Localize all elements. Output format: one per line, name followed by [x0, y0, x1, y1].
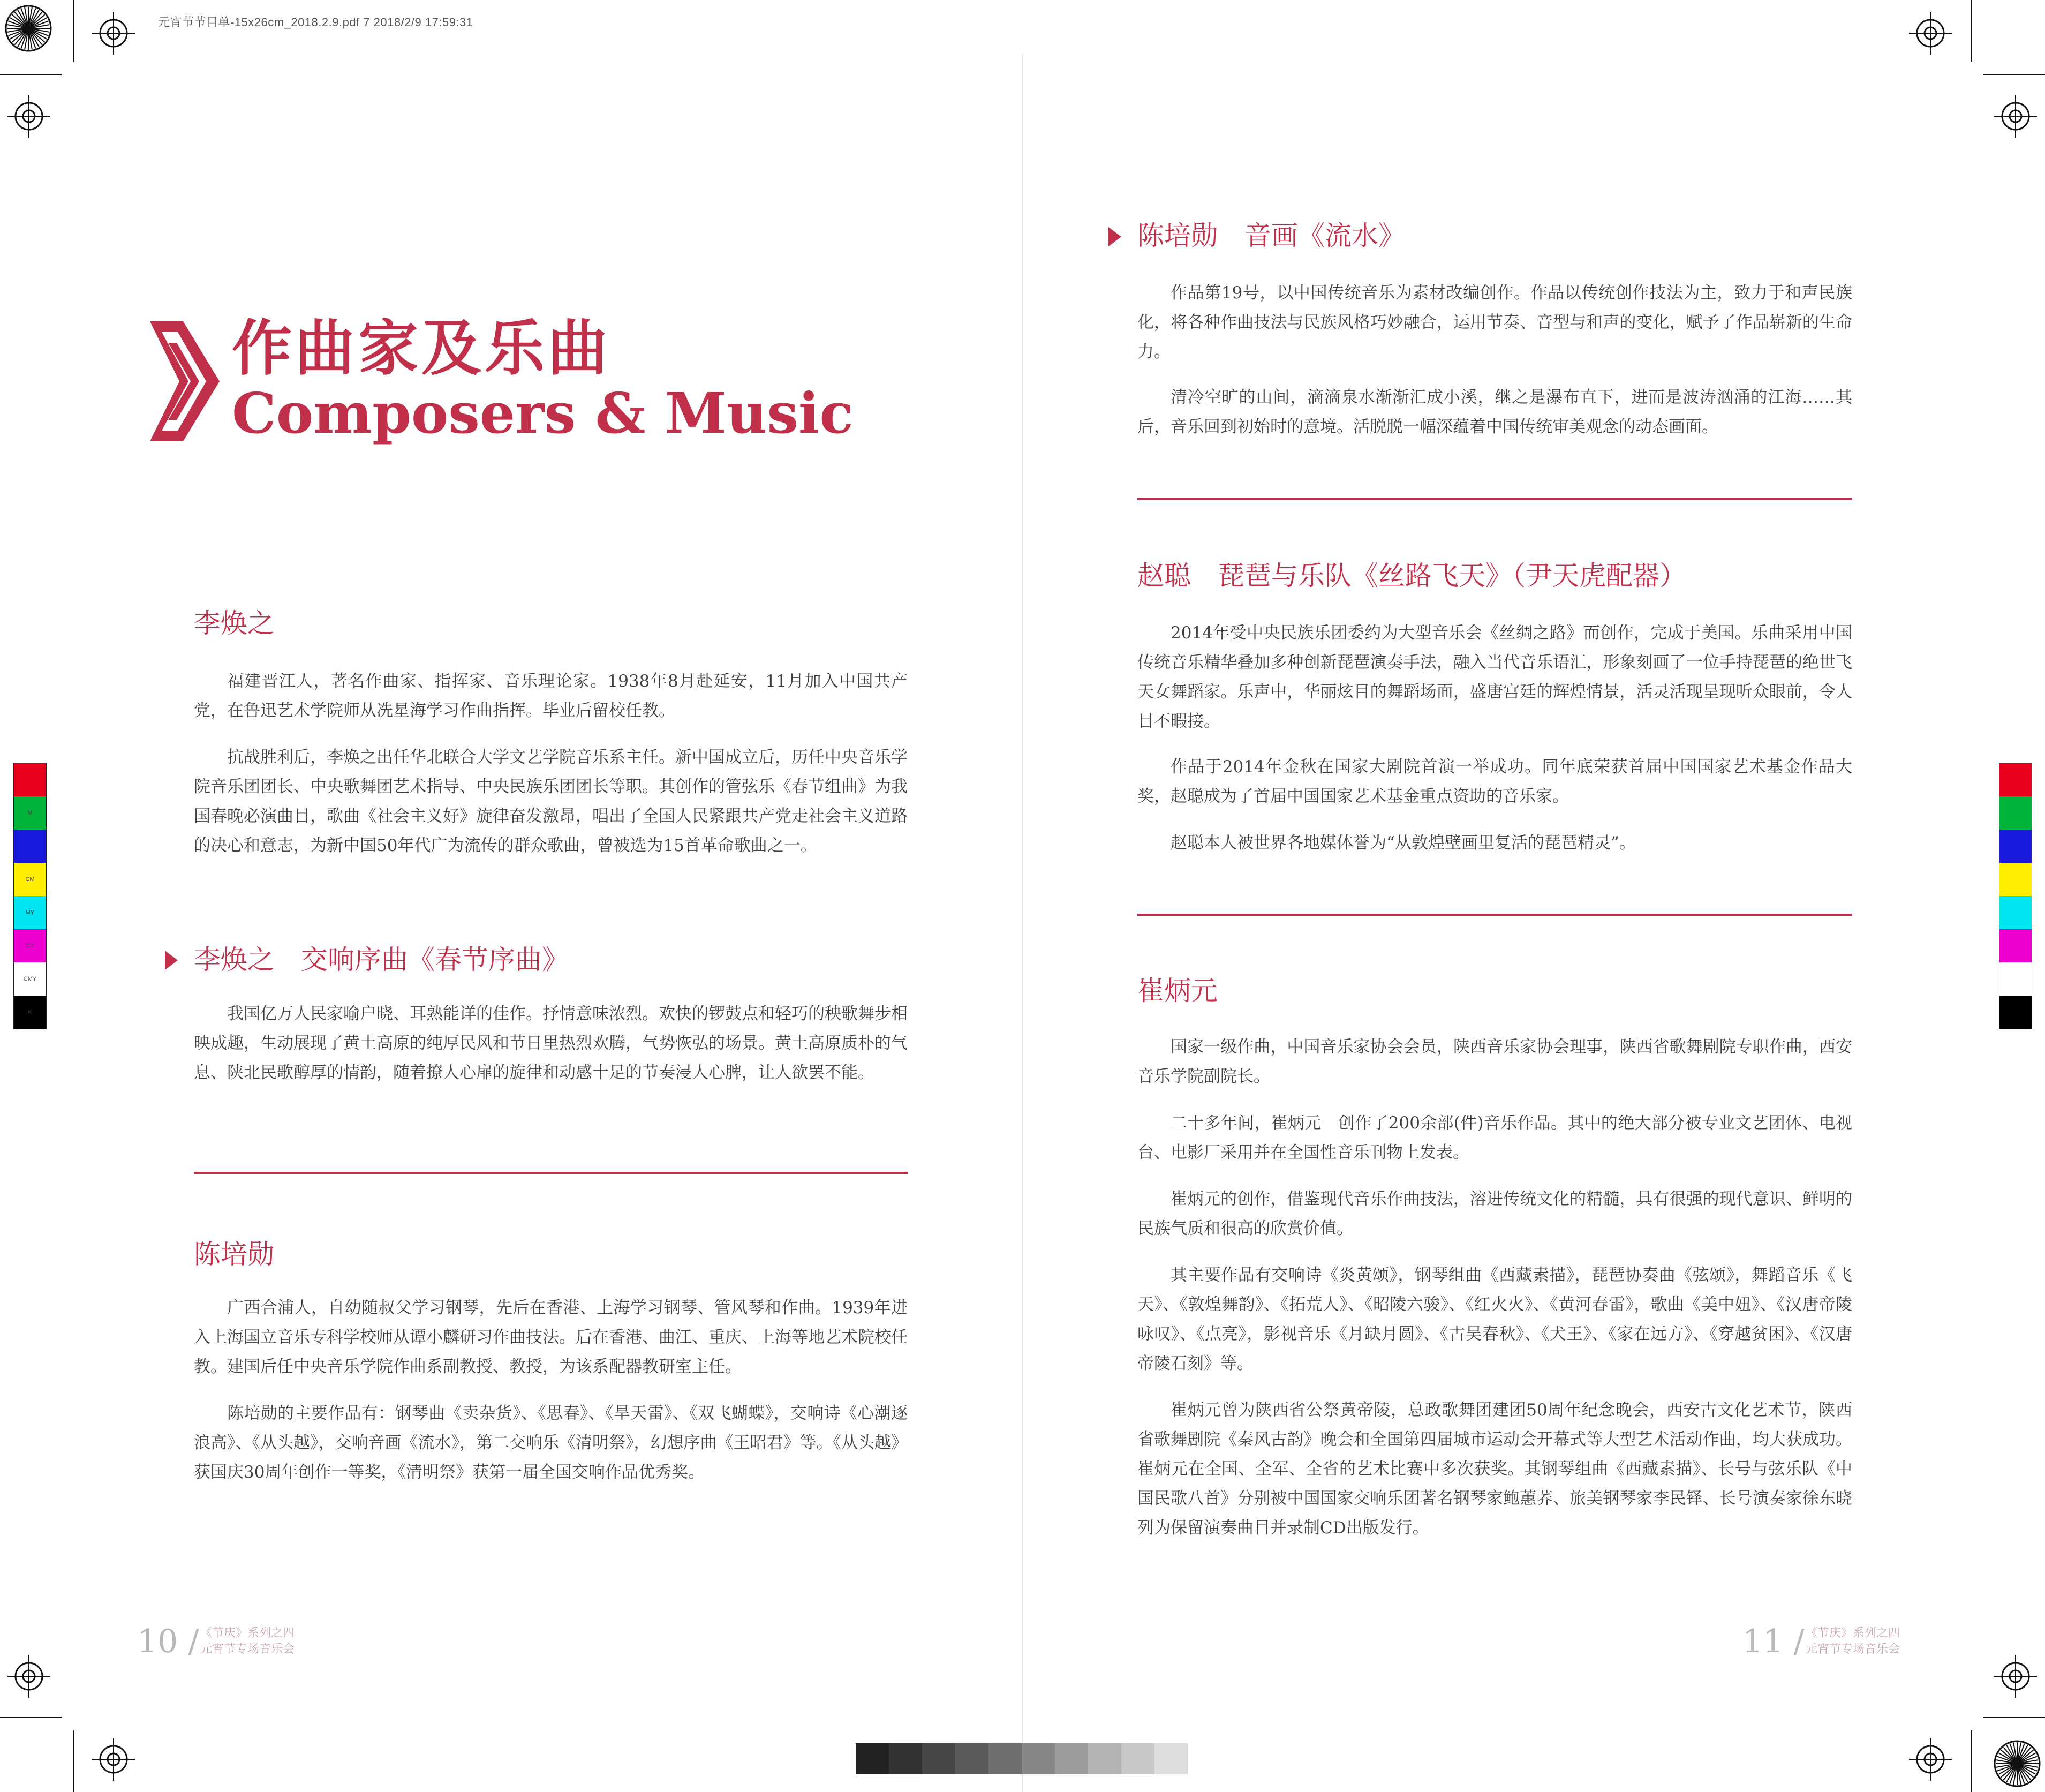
color-bar-cell: K	[14, 996, 46, 1029]
paragraph: 崔炳元曾为陕西省公祭黄帝陵，总政歌舞团建团50周年纪念晚会，西安古文化艺术节，陕西省歌舞剧院《秦风古韵》晚会和全国第四届城市运动会开幕式等大型艺术活动作曲，均大获成功。崔炳元在全国、全军、全省的艺术比赛中多次获奖。其钢琴组曲《西藏素描》、长号与弦乐队《中国民歌八首》分别被中国国家交响乐团著名钢琴家鲍蕙荞、旅美钢琴家李民铎、长号演奏家徐东晓列为保留演奏曲目并录制CD出版发行。	[1137, 1401, 1852, 1538]
gray-ramp-swatch	[1055, 1743, 1088, 1774]
registration-mark-icon	[91, 1737, 136, 1782]
color-bar-cell: CY	[14, 929, 46, 962]
gray-ramp-swatch	[1154, 1743, 1188, 1774]
color-bar-cell	[1999, 896, 2032, 929]
paragraph: 广西合浦人，自幼随叔父学习钢琴，先后在香港、上海学习钢琴、管风琴和作曲。1939年进入上海国立音乐专科学校师从谭小麟研习作曲技法。后在香港、曲江、重庆、上海等地艺术院校任教。建国后任中央音乐学院作曲系副教授、教授，为该系配器教研室主任。	[194, 1298, 908, 1376]
registration-mark-icon	[91, 11, 136, 56]
paragraph: 赵聪本人被世界各地媒体誉为“从敦煌壁画里复活的琵琶精灵”。	[1171, 833, 1636, 853]
paragraph: 作品于2014年金秋在国家大剧院首演一举成功。同年底荣获首届中国国家艺术基金作品大奖，赵聪成为了首届中国国家艺术基金重点资助的音乐家。	[1137, 757, 1852, 806]
color-bar-right	[1999, 763, 2032, 1029]
gray-ramp-swatch	[955, 1743, 988, 1774]
page-title-en: Composers & Music	[232, 380, 854, 446]
paragraph: 陈培勋的主要作品有：钢琴曲《卖杂货》、《思春》、《旱天雷》、《双飞蝴蝶》，交响诗《心潮逐浪高》、《从头越》，交响音画《流水》，第二交响乐《清明祭》，幻想序曲《王昭君》等。《从头越》获国庆30周年创作一等奖，《清明祭》获第一届全国交响作品优秀奖。	[194, 1404, 908, 1482]
title-chevron-icon	[150, 321, 220, 441]
page-spine	[1022, 54, 1023, 1792]
section-divider	[194, 1172, 908, 1174]
color-bar-cell: M	[14, 796, 46, 830]
gray-ramp-swatch	[988, 1743, 1022, 1774]
gray-ramp-swatch	[922, 1743, 955, 1774]
section-divider	[1137, 498, 1852, 500]
section-heading: 赵聪 琵琶与乐队《丝路飞天》（尹天虎配器）	[1137, 560, 1686, 591]
section-heading: 陈培勋 音画《流水》	[1137, 220, 1405, 251]
color-bar-cell	[14, 830, 46, 863]
color-bar-cell	[1999, 863, 2032, 896]
gray-ramp-swatch	[889, 1743, 922, 1774]
registration-mark-icon	[1993, 1654, 2038, 1699]
page-number: 10 /	[137, 1623, 199, 1660]
gray-ramp-swatch	[1121, 1743, 1154, 1774]
color-bar-cell	[1999, 830, 2032, 863]
color-bar-cell	[1999, 929, 2032, 962]
section-divider	[1137, 914, 1852, 916]
color-bar-cell	[1999, 996, 2032, 1029]
section-heading: 崔炳元	[1137, 975, 1218, 1006]
triangle-bullet-icon	[1108, 227, 1121, 246]
paragraph: 清冷空旷的山间，滴滴泉水渐渐汇成小溪，继之是瀑布直下，进而是波涛汹涌的江海……其后，音乐回到初始时的意境。活脱脱一幅深蕴着中国传统审美观念的动态画面。	[1137, 388, 1852, 436]
color-bar-cell	[1999, 796, 2032, 830]
paragraph: 福建晋江人，著名作曲家、指挥家、音乐理论家。1938年8月赴延安，11月加入中国共产党，在鲁迅艺术学院师从冼星海学习作曲指挥。毕业后留校任教。	[194, 672, 908, 720]
section-heading: 李焕之	[194, 608, 274, 639]
paragraph: 二十多年间，崔炳元 创作了200余部(件)音乐作品。其中的绝大部分被专业文艺团体、电视台、电影厂采用并在全国性音乐刊物上发表。	[1137, 1113, 1852, 1162]
color-bar-cell	[14, 763, 46, 796]
color-bar-cell: CM	[14, 863, 46, 896]
color-bar-cell: MY	[14, 896, 46, 929]
paragraph: 作品第19号，以中国传统音乐为素材改编创作。作品以传统创作技法为主，致力于和声民族化，将各种作曲技法与民族风格巧妙融合，运用节奏、音型与和声的变化，赋予了作品崭新的生命力。	[1137, 283, 1852, 362]
starburst-target-icon	[4, 4, 52, 52]
paragraph: 其主要作品有交响诗《炎黄颂》，钢琴组曲《西藏素描》，琵琶协奏曲《弦颂》，舞蹈音乐《飞天》、《敦煌舞韵》、《拓荒人》、《昭陵六骏》、《红火火》、《黄河春雷》，歌曲《美中妞》、《汉唐帝陵咏叹》、《点亮》，影视音乐《月缺月圆》、《古吴春秋》、《犬王》、《家在远方》、《穿越贫困》、《汉唐帝陵石刻》等。	[1137, 1266, 1852, 1373]
section-heading: 李焕之 交响序曲《春节序曲》	[194, 944, 569, 975]
section-heading: 陈培勋	[194, 1239, 274, 1270]
file-slug: 元宵节节目单-15x26cm_2018.2.9.pdf 7 2018/2/9 17:59:31	[158, 16, 473, 29]
gray-ramp-swatch	[1022, 1743, 1055, 1774]
footer-concert: 元宵节专场音乐会	[1806, 1643, 1900, 1656]
footer-concert: 元宵节专场音乐会	[200, 1643, 295, 1656]
color-bar-cell: CMY	[14, 962, 46, 996]
gray-ramp-swatch	[1088, 1743, 1121, 1774]
registration-mark-icon	[1908, 11, 1953, 56]
paragraph: 我国亿万人民家喻户晓、耳熟能详的佳作。抒情意味浓烈。欢快的锣鼓点和轻巧的秧歌舞步相映成趣，生动展现了黄土高原的纯厚民风和节日里热烈欢腾，气势恢弘的场景。黄土高原质朴的气息、陕北民歌醇厚的情韵，随着撩人心扉的旋律和动感十足的节奏浸人心脾，让人欲罢不能。	[194, 1004, 908, 1082]
registration-mark-icon	[1993, 94, 2038, 139]
page-title-cn: 作曲家及乐曲	[232, 313, 611, 383]
gray-ramp-swatch	[856, 1743, 889, 1774]
registration-mark-icon	[6, 94, 51, 139]
footer-series: 《节庆》系列之四	[1806, 1627, 1900, 1640]
starburst-target-icon	[1993, 1740, 2041, 1788]
footer-series: 《节庆》系列之四	[200, 1627, 295, 1640]
color-bar-cell	[1999, 763, 2032, 796]
color-bar-left	[13, 763, 47, 1029]
paragraph: 抗战胜利后，李焕之出任华北联合大学文艺学院音乐系主任。新中国成立后，历任中央音乐学院音乐团团长、中央歌舞团艺术指导、中央民族乐团团长等职。其创作的管弦乐《春节组曲》为我国春晚必演曲目，歌曲《社会主义好》旋律奋发激昂，唱出了全国人民紧跟共产党走社会主义道路的决心和意志，为新中国50年代广为流传的群众歌曲，曾被选为15首革命歌曲之一。	[194, 748, 908, 855]
paragraph: 国家一级作曲，中国音乐家协会会员，陕西音乐家协会理事，陕西省歌舞剧院专职作曲，西安音乐学院副院长。	[1137, 1037, 1852, 1086]
page-number: 11 /	[1742, 1623, 1805, 1660]
paragraph: 2014年受中央民族乐团委约为大型音乐会《丝绸之路》而创作，完成于美国。乐曲采用中国传统音乐精华叠加多种创新琵琶演奏手法，融入当代音乐语汇，形象刻画了一位手持琵琶的绝世飞天女舞蹈家。乐声中，华丽炫目的舞蹈场面，盛唐宫廷的辉煌情景，活灵活现呈现听众眼前，令人目不暇接。	[1137, 623, 1852, 731]
registration-mark-icon	[6, 1654, 51, 1699]
color-bar-cell	[1999, 962, 2032, 996]
paragraph: 崔炳元的创作，借鉴现代音乐作曲技法，溶进传统文化的精髓，具有很强的现代意识、鲜明的民族气质和很高的欣赏价值。	[1137, 1189, 1852, 1238]
triangle-bullet-icon	[165, 951, 178, 970]
registration-mark-icon	[1908, 1737, 1953, 1782]
